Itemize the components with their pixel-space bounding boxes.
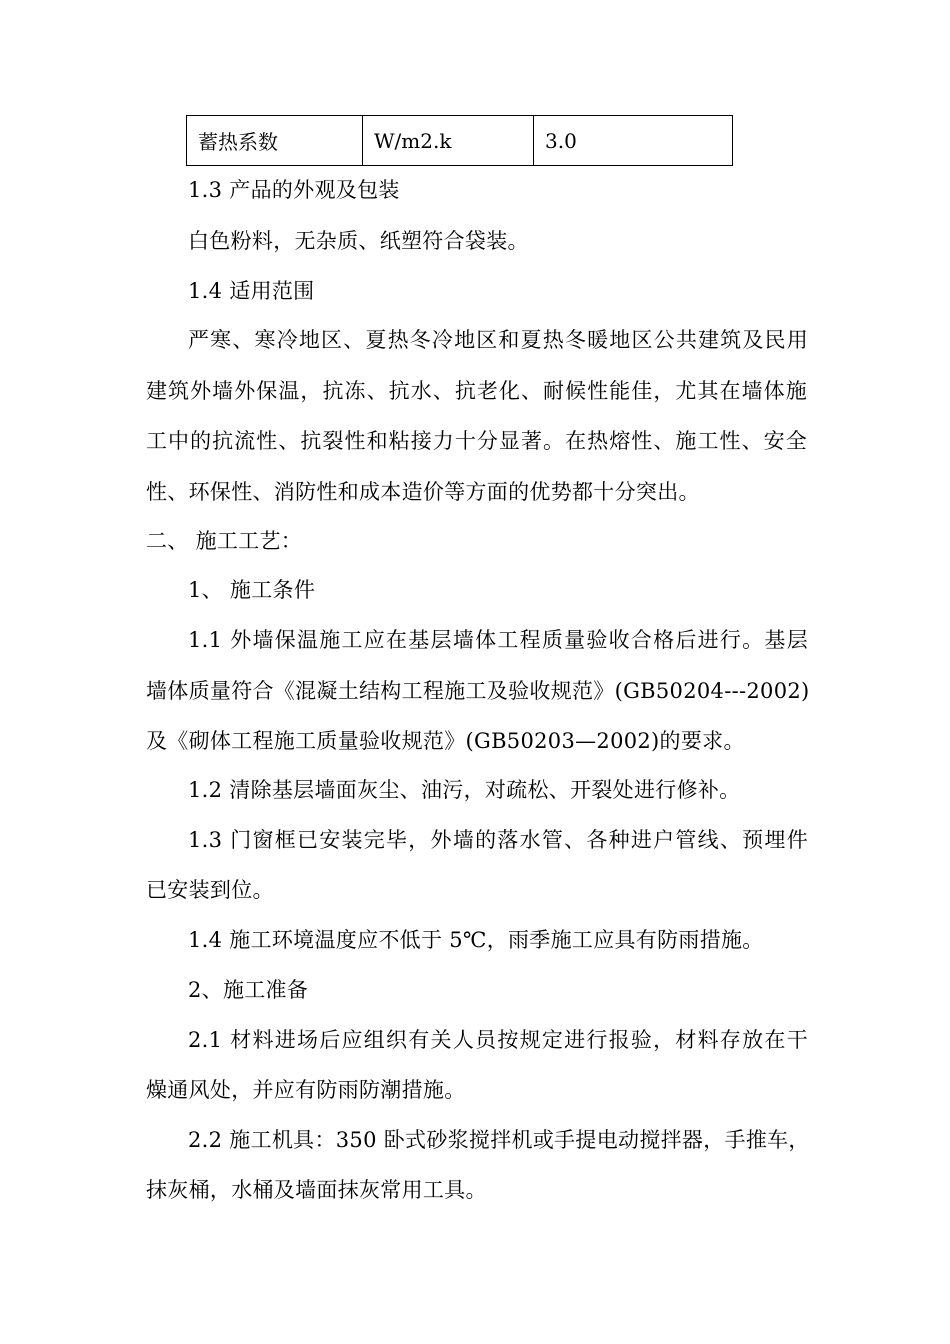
paragraph-line: 2.2 施工机具：350 卧式砂浆搅拌机或手提电动搅拌器，手推车， xyxy=(188,1128,810,1152)
paragraph-line: 1.1 外墙保温施工应在基层墙体工程质量验收合格后进行。基层 xyxy=(188,628,808,652)
paragraph-line: 1.4 施工环境温度应不低于 5℃，雨季施工应具有防雨措施。 xyxy=(188,928,764,952)
paragraph-line: 及《砌体工程施工质量验收规范》(GB50203—2002)的要求。 xyxy=(146,729,745,753)
section-heading: 2、施工准备 xyxy=(188,978,309,1002)
chapter-heading: 二、 施工工艺： xyxy=(146,529,303,553)
table-cell: 蓄热系数 xyxy=(187,116,363,166)
table-cell: W/m2.k xyxy=(363,116,534,166)
paragraph-line: 白色粉料，无杂质、纸塑符合袋装。 xyxy=(188,229,529,253)
paragraph-line: 1.2 清除基层墙面灰尘、油污，对疏松、开裂处进行修补。 xyxy=(188,778,741,802)
section-heading: 1.3 产品的外观及包装 xyxy=(188,178,400,202)
paragraph-line: 已安装到位。 xyxy=(146,878,274,902)
paragraph-line: 2.1 材料进场后应组织有关人员按规定进行报验，材料存放在干 xyxy=(188,1028,808,1052)
paragraph-line: 墙体质量符合《混凝土结构工程施工及验收规范》(GB50204---2002) xyxy=(146,679,810,703)
table-cell: 3.0 xyxy=(534,116,733,166)
paragraph-line: 1.3 门窗框已安装完毕，外墙的落水管、各种进户管线、预埋件 xyxy=(188,828,808,852)
properties-table xyxy=(186,115,733,166)
section-heading: 1、 施工条件 xyxy=(188,578,316,602)
paragraph-line: 抹灰桶，水桶及墙面抹灰常用工具。 xyxy=(146,1178,487,1202)
table-row xyxy=(187,116,733,166)
section-heading: 1.4 适用范围 xyxy=(188,279,315,303)
paragraph-line: 建筑外墙外保温，抗冻、抗水、抗老化、耐候性能佳，尤其在墙体施 xyxy=(146,379,807,403)
paragraph-line: 性、环保性、消防性和成本造价等方面的优势都十分突出。 xyxy=(146,480,700,504)
paragraph-line: 严寒、寒冷地区、夏热冬冷地区和夏热冬暖地区公共建筑及民用 xyxy=(188,328,808,352)
paragraph-line: 工中的抗流性、抗裂性和粘接力十分显著。在热熔性、施工性、安全 xyxy=(146,429,807,453)
paragraph-line: 燥通风处，并应有防雨防潮措施。 xyxy=(146,1078,466,1102)
